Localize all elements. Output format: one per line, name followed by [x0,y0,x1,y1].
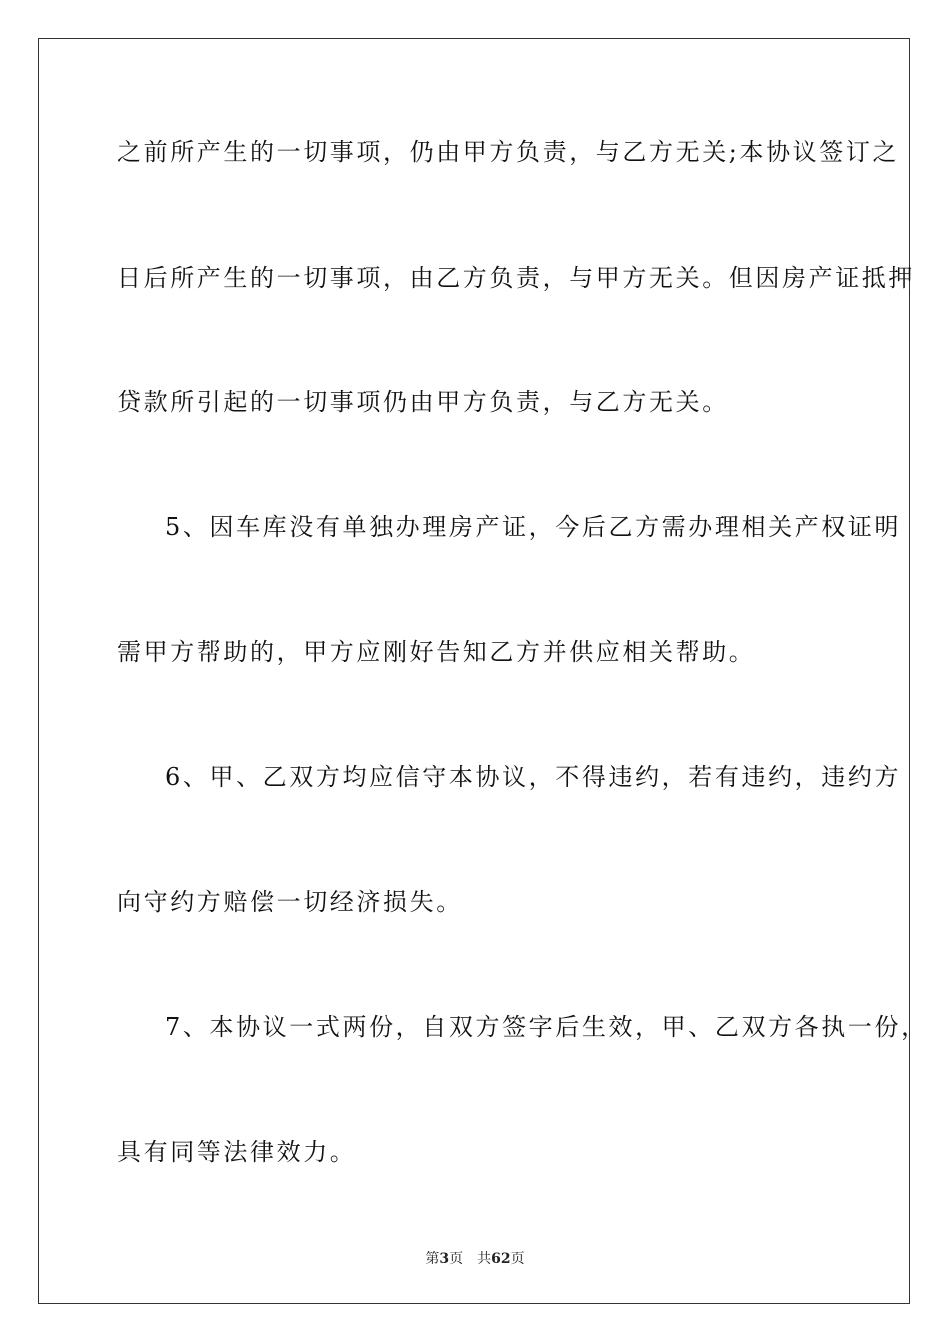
clause-7-line: 7、本协议一式两份，自双方签字后生效，甲、乙双方各执一份， [165,1013,928,1041]
body-text-line: 向守约方赔偿一切经济损失。 [117,888,463,916]
clause-6-line: 6、甲、乙双方均应信守本协议，不得违约，若有违约，违约方 [165,763,902,791]
body-text-line: 需甲方帮助的，甲方应刚好告知乙方并供应相关帮助。 [117,638,756,666]
total-pages: 62 [491,1251,511,1267]
page-number: 3 [439,1251,450,1267]
body-text-line: 具有同等法律效力。 [117,1138,357,1166]
total-prefix: 共 [477,1251,492,1267]
page-border [38,38,928,1304]
body-text-line: 日后所产生的一切事项，由乙方负责，与甲方无关。但因房产证抵押 [117,264,915,292]
body-text-line: 贷款所引起的一切事项仍由甲方负责，与乙方无关。 [117,388,729,416]
clause-5-line: 5、因车库没有单独办理房产证，今后乙方需办理相关产权证明 [165,513,902,541]
page-suffix: 页 [449,1251,464,1267]
total-suffix: 页 [510,1251,525,1267]
page-footer [0,1248,950,1268]
body-text-line: 之前所产生的一切事项，仍由甲方负责，与乙方无关;本协议签订之 [117,138,900,166]
page-prefix: 第 [425,1251,440,1267]
